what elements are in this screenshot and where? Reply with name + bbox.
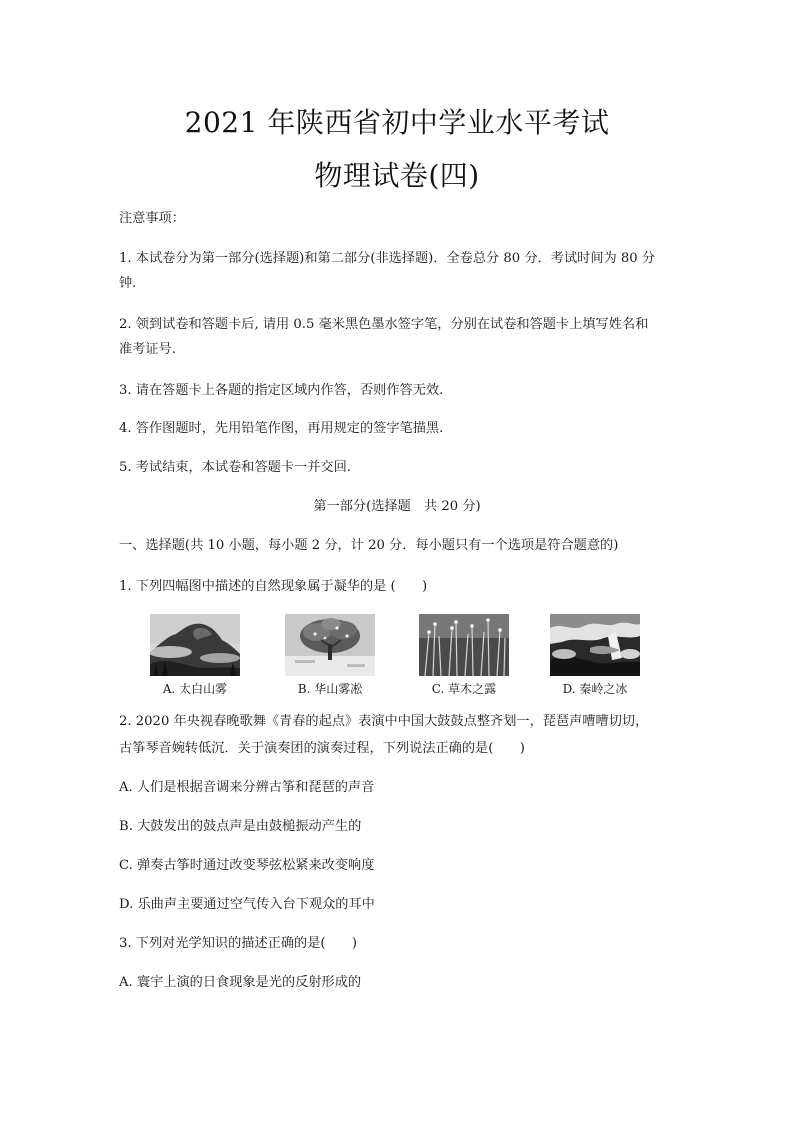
notice-item-1-line-1: 1. 本试卷分为第一部分(选择题)和第二部分(非选择题)．全卷总分 80 分．考试时间为 80 分	[119, 251, 656, 266]
exam-title: 2021 年陕西省初中学业水平考试	[184, 106, 610, 139]
figure-option-c	[416, 614, 512, 697]
figure-option-b	[282, 614, 378, 697]
option-a-caption: A. 太白山雾	[162, 682, 228, 696]
question-2-stem-line-1: 2. 2020 年央视春晚歌舞《青春的起点》表演中中国大鼓鼓点整齐划一，琵琶声嘈嘈切切，	[119, 714, 649, 729]
ice-stream-photo	[550, 614, 640, 676]
question-2-option-d: D. 乐曲声主要通过空气传入台下观众的耳中	[119, 897, 375, 912]
option-d-caption: D. 秦岭之冰	[562, 682, 628, 696]
figure-option-d	[547, 614, 643, 697]
figure-option-a	[147, 614, 243, 697]
question-1-figures	[0, 614, 794, 698]
notice-heading: 注意事项：	[119, 211, 185, 226]
option-b-caption: B. 华山雾凇	[297, 682, 363, 696]
option-c-caption: C. 草木之露	[431, 682, 497, 696]
question-2-option-c: C. 弹奏古筝时通过改变琴弦松紧来改变响度	[119, 858, 375, 873]
notice-item-2-line-2: 准考证号.	[119, 342, 176, 357]
part-one-heading: 第一部分(选择题 共 20 分)	[313, 499, 481, 514]
section-intro: 一、选择题(共 10 小题，每小题 2 分，计 20 分．每小题只有一个选项是符合题意的)	[119, 538, 619, 553]
exam-subtitle: 物理试卷(四)	[314, 159, 480, 192]
question-2-option-b: B. 大鼓发出的鼓点声是由鼓槌振动产生的	[119, 819, 362, 834]
misty-mountain-photo	[150, 614, 240, 676]
notice-item-4: 4. 答作图题时，先用铅笔作图，再用规定的签字笔描黑.	[119, 421, 444, 436]
question-2-stem-line-2: 古筝琴音婉转低沉．关于演奏团的演奏过程，下列说法正确的是( )	[119, 741, 525, 756]
question-1-stem: 1. 下列四幅图中描述的自然现象属于凝华的是 ( )	[119, 579, 428, 594]
dew-grass-photo	[419, 614, 509, 676]
notice-item-5: 5. 考试结束，本试卷和答题卡一并交回.	[119, 460, 351, 475]
question-3-stem: 3. 下列对光学知识的描述正确的是( )	[119, 936, 358, 951]
notice-item-1-line-2: 钟.	[119, 276, 137, 291]
question-3-option-a: A. 寰宇上演的日食现象是光的反射形成的	[119, 975, 362, 990]
question-2-option-a: A. 人们是根据音调来分辨古筝和琵琶的声音	[119, 780, 375, 795]
notice-item-3: 3. 请在答题卡上各题的指定区域内作答，否则作答无效.	[119, 383, 444, 398]
notice-item-2-line-1: 2. 领到试卷和答题卡后, 请用 0.5 毫米黑色墨水签字笔，分别在试卷和答题卡上填写姓名和	[119, 317, 649, 332]
rime-tree-photo	[285, 614, 375, 676]
